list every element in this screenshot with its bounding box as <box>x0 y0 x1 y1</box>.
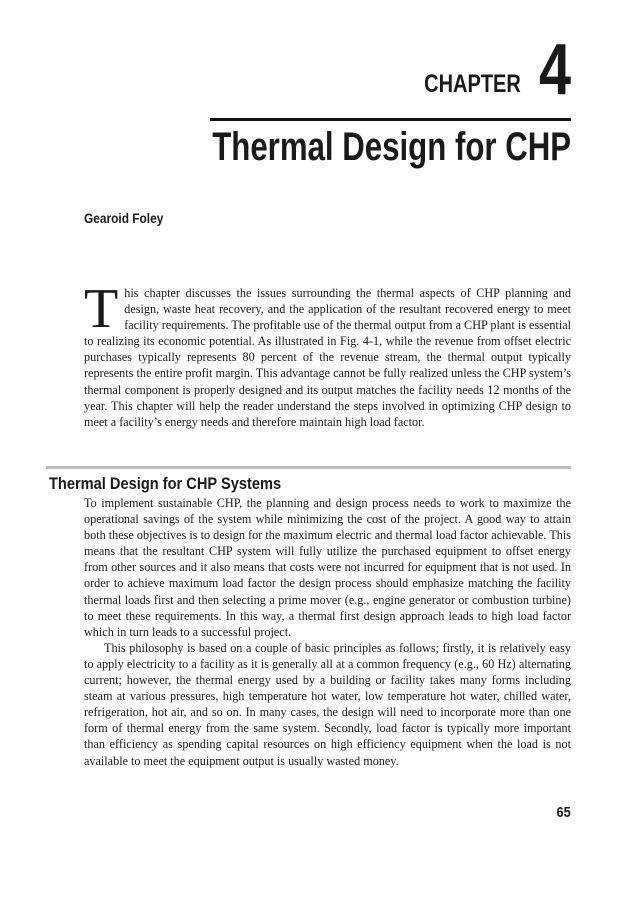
drop-cap: T <box>84 278 119 340</box>
intro-paragraph <box>84 278 571 430</box>
chapter-heading <box>400 30 571 110</box>
section-body <box>84 495 571 769</box>
section-paragraph-1: To implement sustainable CHP, the planning and design process needs to work to maximize the operational savings of the system while minimizing the cost of the project. A good way to attain both these objectives is to design for the maximum electric and thermal load factor achievable. This means that the resultant CHP system will fully utilize the purchased equipment to offset energy from other sources and it also means that costs were not incurred for equipment that is not used. In order to achieve maximum load factor the design process should emphasize matching the facility thermal loads first and then selecting a prime mover (e.g., engine generator or combustion turbine) to meet these requirements. In this way, a thermal first design approach leads to high load factor which in turn leads to a successful project. <box>84 496 571 639</box>
chapter-rule-divider <box>210 118 571 121</box>
chapter-title: Thermal Design for CHP <box>212 125 571 169</box>
section-rule-divider <box>46 466 571 469</box>
section-paragraph-2: This philosophy is based on a couple of basic principles as follows; firstly, it is relatively easy to apply electricity to a facility as it is generally all at a common frequency (e.g., 60 Hz) alternating current; however, the thermal energy used by a building or facility takes many forms including steam at various pressures, high temperature hot water, low temperature hot water, chilled water, refrigeration, hot air, and so on. In many cases, the design will need to incorporate more than one form of thermal energy from the same system. Secondly, load factor is typically more important than efficiency as spending capital resources on high efficiency equipment when the load is not available to meet the equipment output is usually wasted money. <box>84 640 571 768</box>
author-name: Gearoid Foley <box>84 210 164 226</box>
chapter-number: 4 <box>538 30 571 110</box>
chapter-label: CHAPTER <box>424 70 521 99</box>
intro-text: his chapter discusses the issues surrounding the thermal aspects of CHP planning and design, waste heat recovery, and the application of the resultant recovered energy to meet facility requirements. The profitable use of the thermal output from a CHP plant is essential to realizing its economic potential. As illustrated in Fig. 4-1, while the revenue from offset electric purchases typically represents 80 percent of the revenue stream, the thermal output typically represents the entire profit margin. This advantage cannot be fully realized unless the CHP system’s thermal component is properly designed and its output matches the facility needs 12 months of the year. This chapter will help the reader understand the steps involved in optimizing CHP design to meet a facility’s energy needs and therefore maintain high load factor. <box>84 286 571 429</box>
section-heading: Thermal Design for CHP Systems <box>49 474 282 493</box>
page-number: 65 <box>556 804 571 821</box>
